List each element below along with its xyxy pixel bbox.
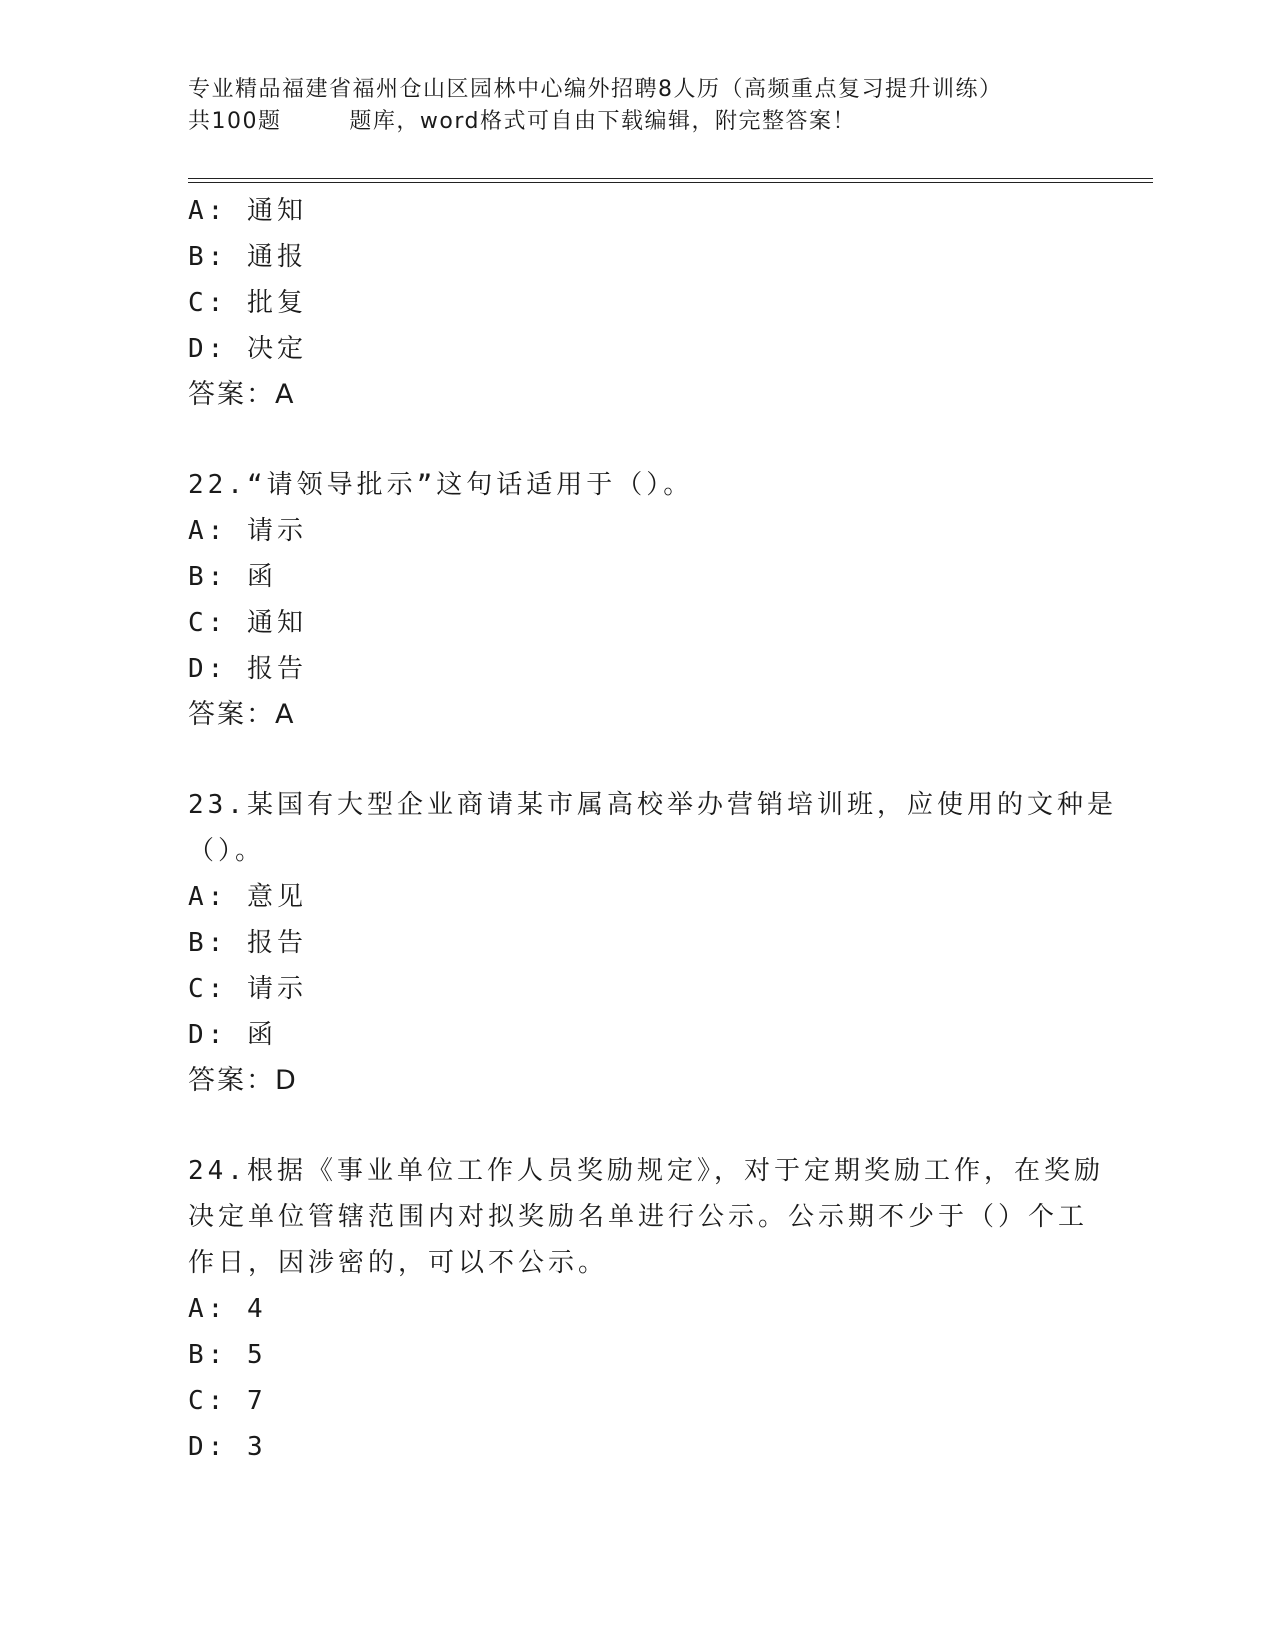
question-23 (188, 782, 1117, 1104)
option-b: B: 通报 (188, 242, 307, 272)
question-22 (188, 462, 1088, 738)
option-c: C: 7 (188, 1386, 267, 1416)
question-text-line: 22.“请领导批示”这句话适用于（）。 (188, 470, 694, 500)
question-text-line: 作日，因涉密的，可以不公示。 (188, 1248, 609, 1278)
option-b: B: 函 (188, 562, 277, 592)
option-b: B: 报告 (188, 928, 307, 958)
option-a: A: 通知 (188, 196, 307, 226)
option-a: A: 4 (188, 1294, 267, 1324)
question-text-line: 23.某国有大型企业商请某市属高校举办营销培训班，应使用的文种是 (188, 790, 1117, 820)
question-text-line: 决定单位管辖范围内对拟奖励名单进行公示。公示期不少于（）个工 (188, 1202, 1089, 1232)
header-title-line1: 专业精品福建省福州仓山区园林中心编外招聘8人历（高频重点复习提升训练） (188, 77, 1003, 102)
option-d: D: 报告 (188, 654, 307, 684)
option-c: C: 请示 (188, 974, 307, 1004)
document-header (188, 74, 1088, 138)
question-text-line: 24.根据《事业单位工作人员奖励规定》，对于定期奖励工作，在奖励 (188, 1156, 1104, 1186)
answer-line: 答案：D (188, 1065, 298, 1096)
question-list (188, 188, 1117, 1470)
option-c: C: 通知 (188, 608, 307, 638)
question-text (188, 1148, 1104, 1286)
answer-line: 答案：A (188, 699, 296, 730)
question-text (188, 462, 1088, 508)
option-d: D: 函 (188, 1020, 277, 1050)
option-d: D: 3 (188, 1432, 267, 1462)
question-24 (188, 1148, 1104, 1470)
option-c: C: 批复 (188, 288, 307, 318)
question-21 (188, 188, 1088, 418)
answer-line: 答案：A (188, 379, 296, 410)
option-d: D: 决定 (188, 334, 307, 364)
question-text-line: （）。 (188, 836, 266, 866)
header-title-line2: 共100题 题库，word格式可自由下载编辑，附完整答案！ (188, 109, 857, 134)
question-text (188, 782, 1117, 874)
option-a: A: 请示 (188, 516, 307, 546)
option-b: B: 5 (188, 1340, 267, 1370)
option-a: A: 意见 (188, 882, 307, 912)
header-double-rule (188, 178, 1153, 183)
